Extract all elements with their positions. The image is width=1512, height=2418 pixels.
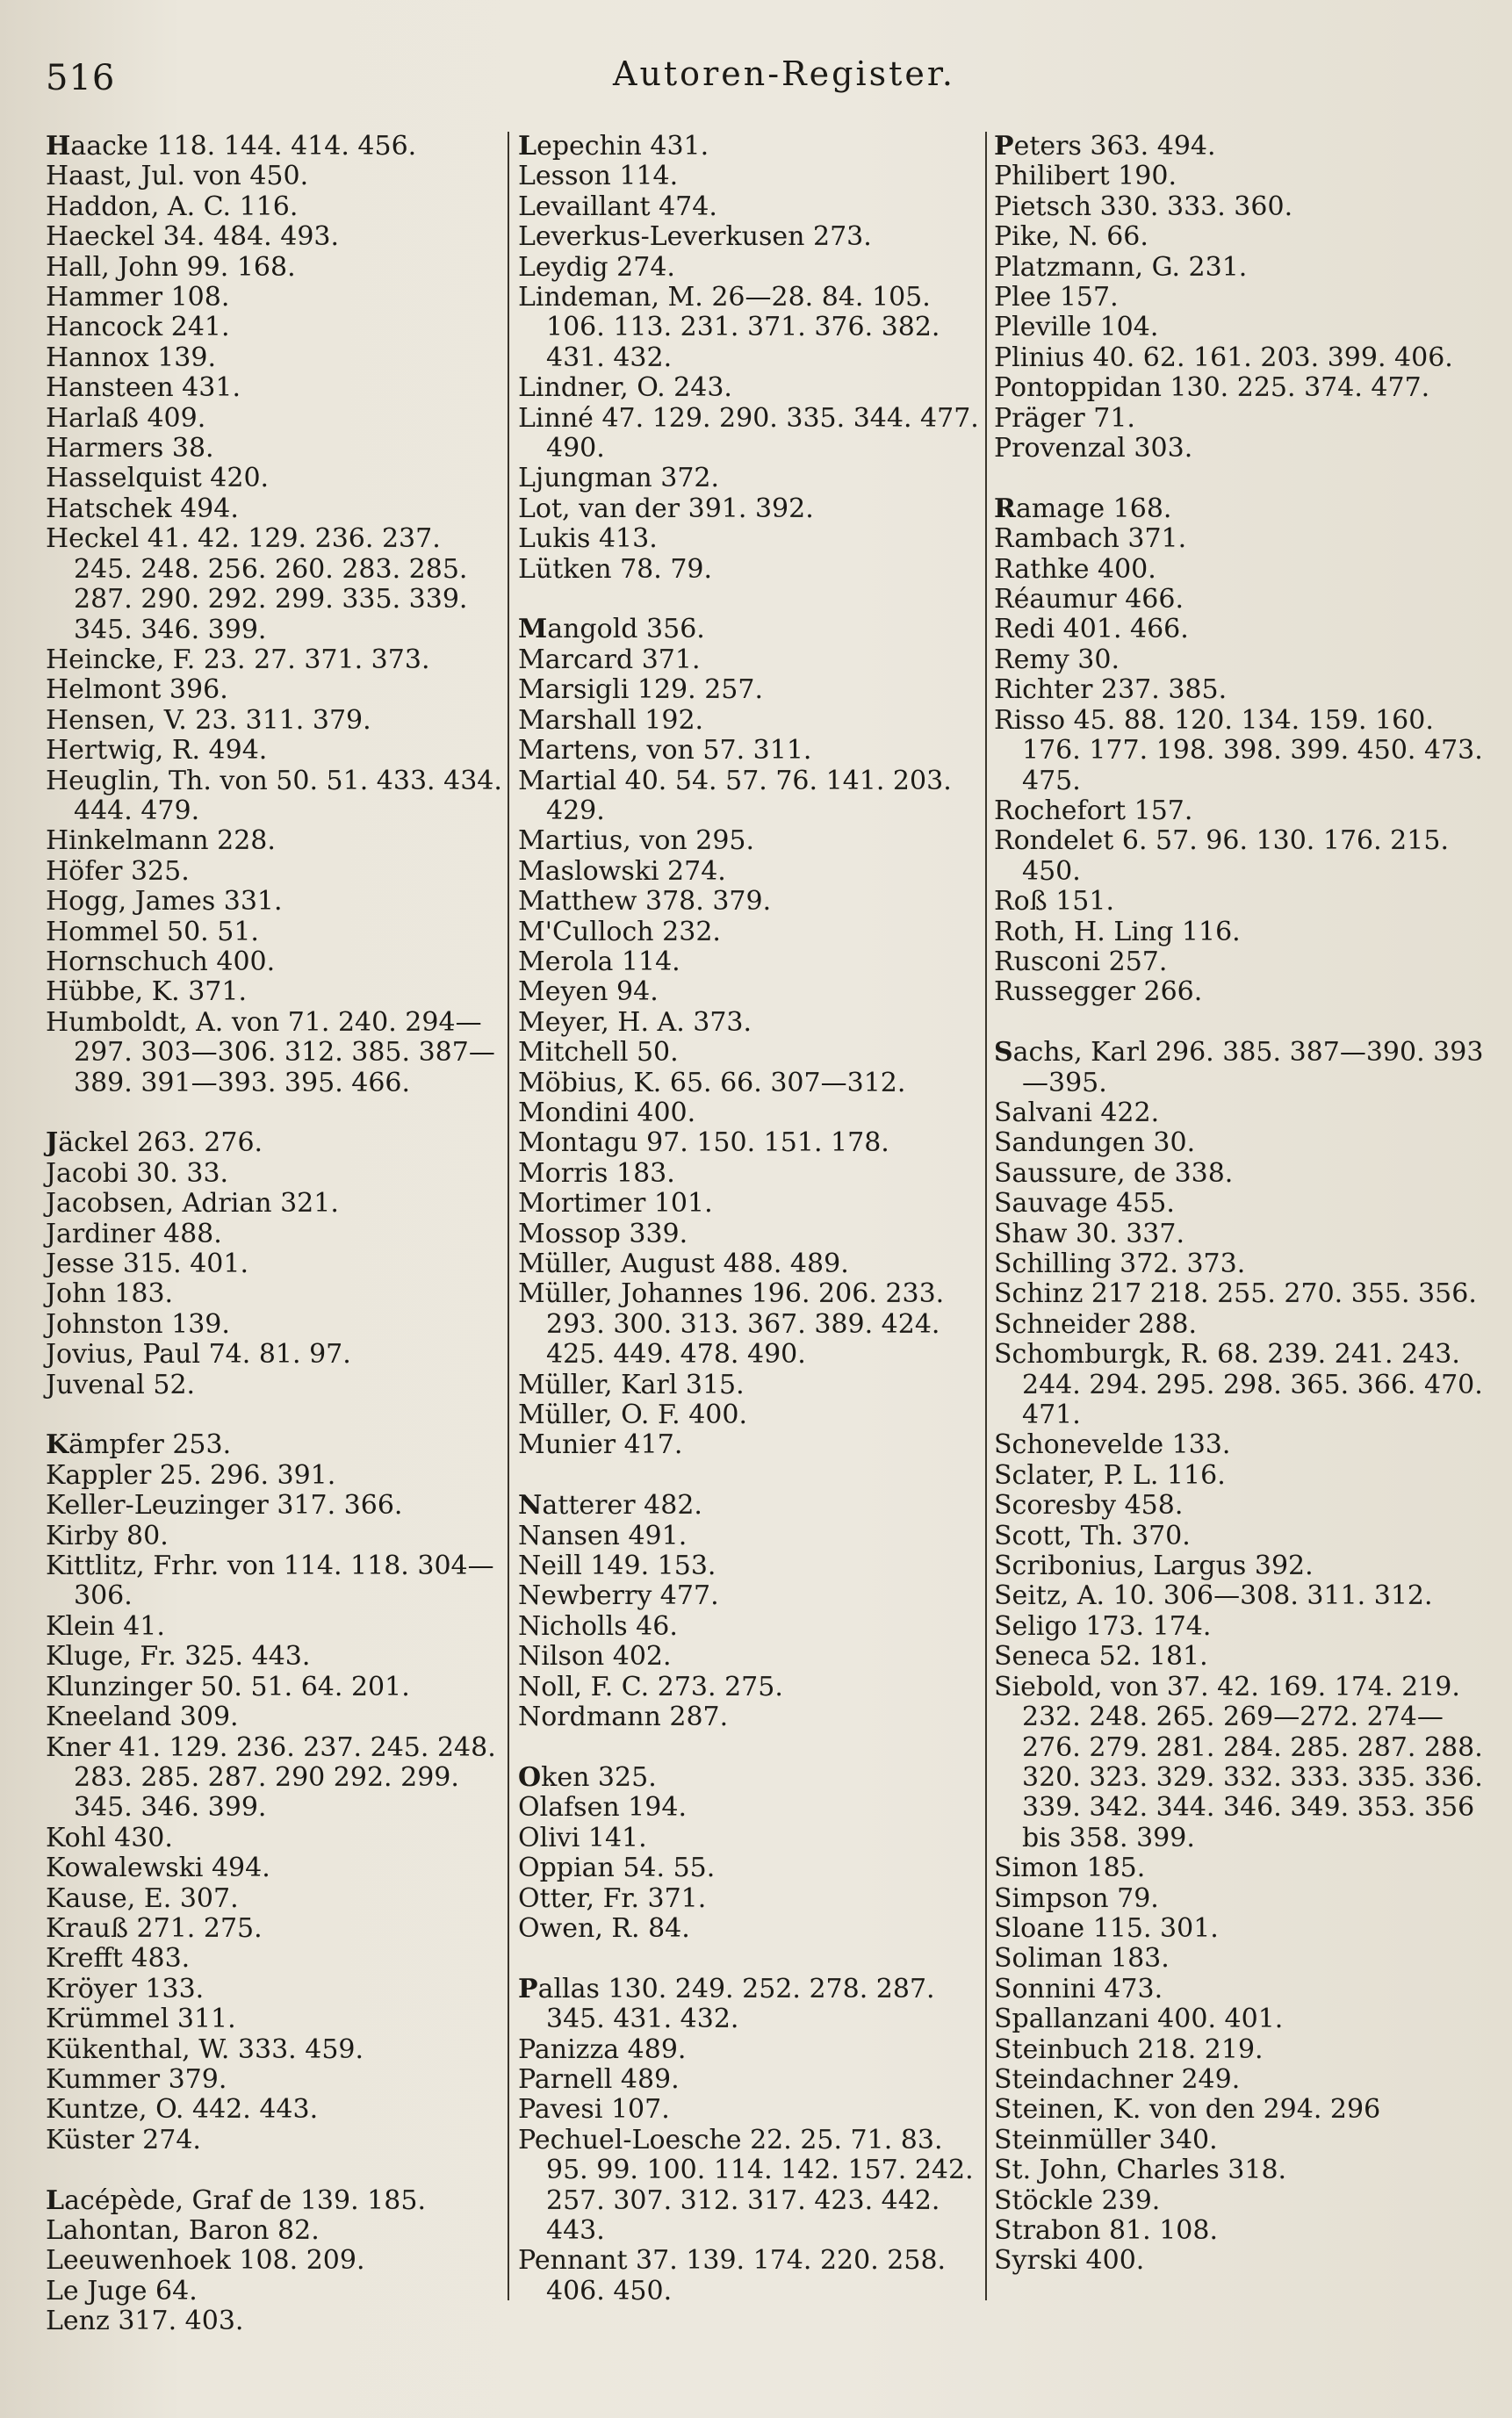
index-entry: Natterer 482. bbox=[518, 1490, 702, 1522]
index-entry: Leverkus-Leverkusen 273. bbox=[518, 221, 872, 253]
index-entry: Heuglin, Th. von 50. 51. 433. 434. 444. 479. bbox=[46, 765, 502, 826]
index-entry: Juvenal 52. bbox=[46, 1369, 196, 1400]
index-entry: Morris 183. bbox=[518, 1157, 675, 1189]
section-gap bbox=[518, 1461, 983, 1491]
index-entry: Maslowski 274. bbox=[518, 855, 726, 887]
index-entry: Hinkelmann 228. bbox=[46, 825, 276, 857]
index-entry: Rochefort 157. bbox=[994, 795, 1193, 826]
index-entry: Lütken 78. 79. bbox=[518, 553, 713, 585]
index-entry: Nansen 491. bbox=[518, 1520, 688, 1551]
index-entry: Mossop 339. bbox=[518, 1218, 688, 1249]
index-entry: Sachs, Karl 296. 385. 387—390. 393—395. bbox=[994, 1037, 1484, 1098]
index-entry: Plee 157. bbox=[994, 282, 1119, 313]
index-entry: Haacke 118. 144. 414. 456. bbox=[46, 131, 417, 162]
index-entry: Harmers 38. bbox=[46, 433, 214, 464]
index-entry: Scribonius, Largus 392. bbox=[994, 1551, 1314, 1582]
index-entry: Mortimer 101. bbox=[518, 1188, 713, 1220]
index-entry: Saussure, de 338. bbox=[994, 1157, 1234, 1189]
index-entry: Möbius, K. 65. 66. 307—312. bbox=[518, 1067, 906, 1098]
index-entry: Mitchell 50. bbox=[518, 1037, 679, 1069]
section-gap bbox=[46, 1098, 502, 1128]
index-entry: Newberry 477. bbox=[518, 1580, 719, 1612]
index-entry: Kuntze, O. 442. 443. bbox=[46, 2094, 319, 2126]
index-entry: Kluge, Fr. 325. 443. bbox=[46, 1641, 311, 1673]
index-column-1 bbox=[46, 132, 502, 2337]
index-entry: Philibert 190. bbox=[994, 161, 1177, 192]
index-entry: Rusconi 257. bbox=[994, 946, 1168, 977]
index-entry: Pallas 130. 249. 252. 278. 287. 345. 431. 432. bbox=[518, 1973, 935, 2035]
index-entry: Pavesi 107. bbox=[518, 2094, 670, 2126]
index-entry: Rambach 371. bbox=[994, 523, 1187, 555]
index-entry: Martius, von 295. bbox=[518, 825, 755, 857]
index-entry: Nordmann 287. bbox=[518, 1702, 729, 1733]
index-entry: Lepechin 431. bbox=[518, 131, 709, 162]
index-entry: Haeckel 34. 484. 493. bbox=[46, 221, 340, 253]
index-entry: Pleville 104. bbox=[994, 312, 1159, 343]
index-entry: Jardiner 488. bbox=[46, 1218, 222, 1249]
index-entry: Munier 417. bbox=[518, 1429, 683, 1461]
index-entry: Levaillant 474. bbox=[518, 191, 717, 222]
index-entry: Schomburgk, R. 68. 239. 241. 243. 244. 294. 295. 298. 365. 366. 470. 471. bbox=[994, 1339, 1483, 1431]
column-divider bbox=[508, 132, 509, 2300]
index-entry: Roß 151. bbox=[994, 886, 1115, 918]
index-entry: Lacépède, Graf de 139. 185. bbox=[46, 2184, 426, 2216]
index-entry: Remy 30. bbox=[994, 644, 1120, 675]
section-gap bbox=[994, 1008, 1486, 1038]
index-entry: Oken 325. bbox=[518, 1761, 657, 1793]
index-entry: Krümmel 311. bbox=[46, 2004, 236, 2035]
index-entry: Otter, Fr. 371. bbox=[518, 1882, 707, 1914]
index-entry: Steinmüller 340. bbox=[994, 2124, 1218, 2155]
index-entry: Pennant 37. 139. 174. 220. 258. 406. 450. bbox=[518, 2245, 947, 2306]
index-entry: Scoresby 458. bbox=[994, 1490, 1184, 1522]
index-entry: Matthew 378. 379. bbox=[518, 886, 772, 918]
index-entry: Siebold, von 37. 42. 169. 174. 219. 232. 248. 265. 269—272. 274—276. 279. 281. 284. 285. 287. 288. 320. 323. 329. 332. 333. 335. 336. 339. 342. 344. 346. 349. 353. 356 bis 358. 399. bbox=[994, 1671, 1483, 1853]
index-entry: Kneeland 309. bbox=[46, 1702, 239, 1733]
index-entry: Krauß 271. 275. bbox=[46, 1912, 263, 1944]
index-entry: Provenzal 303. bbox=[994, 433, 1193, 464]
index-entry: Hommel 50. 51. bbox=[46, 916, 259, 947]
index-entry: Sclater, P. L. 116. bbox=[994, 1459, 1226, 1491]
index-entry: Johnston 139. bbox=[46, 1308, 230, 1340]
index-entry: Russegger 266. bbox=[994, 976, 1203, 1008]
index-entry: Hensen, V. 23. 311. 379. bbox=[46, 704, 371, 736]
index-entry: Martens, von 57. 311. bbox=[518, 735, 812, 766]
index-entry: Seligo 173. 174. bbox=[994, 1610, 1212, 1642]
index-entry: Redi 401. 466. bbox=[994, 614, 1189, 645]
index-entry: Nilson 402. bbox=[518, 1641, 672, 1673]
index-entry: Rathke 400. bbox=[994, 553, 1156, 585]
index-entry: Lukis 413. bbox=[518, 523, 658, 555]
index-entry: Leydig 274. bbox=[518, 251, 675, 283]
index-entry: Olafsen 194. bbox=[518, 1792, 687, 1824]
index-entry: Jacobi 30. 33. bbox=[46, 1157, 229, 1189]
index-entry: Strabon 81. 108. bbox=[994, 2215, 1218, 2246]
index-column-3 bbox=[994, 132, 1486, 2277]
index-entry: Heckel 41. 42. 129. 236. 237. 245. 248. 256. 260. 283. 285. 287. 290. 292. 299. 335. 339. 345. 346. 399. bbox=[46, 523, 468, 645]
index-entry: Steindachner 249. bbox=[994, 2063, 1241, 2095]
index-entry: Ljungman 372. bbox=[518, 463, 720, 494]
index-entry: Pontoppidan 130. 225. 374. 477. bbox=[994, 372, 1430, 404]
index-entry: Le Juge 64. bbox=[46, 2275, 198, 2306]
section-gap bbox=[46, 2155, 502, 2185]
index-entry: Owen, R. 84. bbox=[518, 1912, 690, 1944]
index-entry: Schonevelde 133. bbox=[994, 1429, 1231, 1461]
running-head: Autoren-Register. bbox=[613, 54, 955, 93]
index-entry: Schilling 372. 373. bbox=[994, 1249, 1246, 1279]
index-entry: Hannox 139. bbox=[46, 342, 217, 373]
index-entry: John 183. bbox=[46, 1278, 174, 1310]
index-entry: Seitz, A. 10. 306—308. 311. 312. bbox=[994, 1580, 1433, 1612]
index-entry: Kause, E. 307. bbox=[46, 1882, 239, 1914]
index-entry: Montagu 97. 150. 151. 178. bbox=[518, 1127, 889, 1159]
index-entry: Schneider 288. bbox=[994, 1308, 1197, 1340]
index-entry: Hogg, James 331. bbox=[46, 886, 283, 918]
index-entry: Höfer 325. bbox=[46, 855, 190, 887]
index-entry: Klein 41. bbox=[46, 1610, 165, 1642]
index-entry: Müller, O. F. 400. bbox=[518, 1400, 748, 1431]
index-entry: Hancock 241. bbox=[46, 312, 230, 343]
index-entry: Soliman 183. bbox=[994, 1943, 1170, 1975]
index-entry: Kämpfer 253. bbox=[46, 1429, 232, 1461]
index-entry: Schinz 217 218. 255. 270. 355. 356. bbox=[994, 1278, 1477, 1310]
index-entry: Pechuel-Loesche 22. 25. 71. 83. 95. 99. 100. 114. 142. 157. 242. 257. 307. 312. 317. 423. 442. 443. bbox=[518, 2124, 974, 2246]
index-entry: Richter 237. 385. bbox=[994, 674, 1228, 706]
index-entry: Steinbuch 218. 219. bbox=[994, 2033, 1264, 2065]
index-entry: M'Culloch 232. bbox=[518, 916, 721, 947]
index-entry: Seneca 52. 181. bbox=[994, 1641, 1208, 1673]
index-entry: Müller, Karl 315. bbox=[518, 1369, 745, 1400]
index-entry: Scott, Th. 370. bbox=[994, 1520, 1191, 1551]
index-entry: Jovius, Paul 74. 81. 97. bbox=[46, 1339, 351, 1371]
index-entry: Krefft 483. bbox=[46, 1943, 191, 1975]
index-entry: Heincke, F. 23. 27. 371. 373. bbox=[46, 644, 430, 675]
index-entry: Steinen, K. von den 294. 296 bbox=[994, 2094, 1381, 2126]
index-entry: Klunzinger 50. 51. 64. 201. bbox=[46, 1671, 410, 1702]
index-entry: Merola 114. bbox=[518, 946, 680, 977]
index-entry: Hübbe, K. 371. bbox=[46, 976, 247, 1008]
index-entry: Hall, John 99. 168. bbox=[46, 251, 296, 283]
index-entry: Platzmann, G. 231. bbox=[994, 251, 1248, 283]
section-gap bbox=[46, 1400, 502, 1430]
index-entry: Sonnini 473. bbox=[994, 1973, 1163, 2004]
index-entry: Kröyer 133. bbox=[46, 1973, 205, 2004]
index-entry: Hornschuch 400. bbox=[46, 946, 276, 977]
index-entry: Haast, Jul. von 450. bbox=[46, 161, 309, 192]
index-entry: Leeuwenhoek 108. 209. bbox=[46, 2245, 365, 2277]
index-entry: St. John, Charles 318. bbox=[994, 2155, 1287, 2186]
index-entry: Harlaß 409. bbox=[46, 402, 206, 434]
index-entry: Nicholls 46. bbox=[518, 1610, 678, 1642]
index-entry: Mondini 400. bbox=[518, 1097, 696, 1128]
index-entry: Simon 185. bbox=[994, 1853, 1146, 1884]
index-entry: Hasselquist 420. bbox=[46, 463, 270, 494]
index-entry: Lindner, O. 243. bbox=[518, 372, 732, 404]
index-entry: Hatschek 494. bbox=[46, 493, 239, 524]
index-entry: Sauvage 455. bbox=[994, 1188, 1175, 1220]
index-entry: Keller-Leuzinger 317. 366. bbox=[46, 1490, 403, 1522]
index-entry: Roth, H. Ling 116. bbox=[994, 916, 1241, 947]
index-entry: Kner 41. 129. 236. 237. 245. 248. 283. 285. 287. 290 292. 299. 345. 346. 399. bbox=[46, 1731, 496, 1824]
index-entry: Kittlitz, Frhr. von 114. 118. 304—306. bbox=[46, 1551, 494, 1612]
index-entry: Präger 71. bbox=[994, 402, 1135, 434]
index-entry: Kohl 430. bbox=[46, 1822, 173, 1853]
index-entry: Stöckle 239. bbox=[994, 2184, 1161, 2216]
column-divider bbox=[985, 132, 987, 2300]
index-entry: Plinius 40. 62. 161. 203. 399. 406. bbox=[994, 342, 1453, 373]
index-entry: Humboldt, A. von 71. 240. 294—297. 303—306. 312. 385. 387—389. 391—393. 395. 466. bbox=[46, 1006, 495, 1098]
index-entry: Marsigli 129. 257. bbox=[518, 674, 763, 706]
index-entry: Marcard 371. bbox=[518, 644, 701, 675]
section-gap bbox=[518, 1944, 983, 1974]
index-entry: Panizza 489. bbox=[518, 2033, 687, 2065]
section-gap bbox=[518, 1733, 983, 1763]
index-entry: Jacobsen, Adrian 321. bbox=[46, 1188, 339, 1220]
index-entry: Sloane 115. 301. bbox=[994, 1912, 1219, 1944]
section-gap bbox=[518, 585, 983, 615]
index-entry: Müller, Johannes 196. 206. 233. 293. 300. 313. 367. 389. 424. 425. 449. 478. 490. bbox=[518, 1278, 945, 1371]
index-entry: Pietsch 330. 333. 360. bbox=[994, 191, 1293, 222]
index-entry: Linné 47. 129. 290. 335. 344. 477. 490. bbox=[518, 402, 979, 464]
index-entry: Olivi 141. bbox=[518, 1822, 647, 1853]
index-entry: Lenz 317. 403. bbox=[46, 2306, 244, 2337]
index-entry: Rondelet 6. 57. 96. 130. 176. 215. 450. bbox=[994, 825, 1449, 887]
index-entry: Müller, August 488. 489. bbox=[518, 1249, 849, 1280]
index-entry: Syrski 400. bbox=[994, 2245, 1145, 2277]
index-entry: Spallanzani 400. 401. bbox=[994, 2004, 1284, 2035]
index-entry: Noll, F. C. 273. 275. bbox=[518, 1671, 783, 1702]
index-entry: Lesson 114. bbox=[518, 161, 679, 192]
index-column-2 bbox=[518, 132, 983, 2306]
index-entry: Neill 149. 153. bbox=[518, 1551, 716, 1582]
index-entry: Jesse 315. 401. bbox=[46, 1249, 248, 1280]
index-entry: Haddon, A. C. 116. bbox=[46, 191, 299, 222]
index-entry: Helmont 396. bbox=[46, 674, 228, 706]
index-entry: Shaw 30. 337. bbox=[994, 1218, 1185, 1249]
index-entry: Lot, van der 391. 392. bbox=[518, 493, 814, 524]
index-entry: Pike, N. 66. bbox=[994, 221, 1148, 253]
index-entry: Salvani 422. bbox=[994, 1097, 1160, 1128]
index-entry: Mangold 356. bbox=[518, 614, 705, 645]
index-entry: Réaumur 466. bbox=[994, 584, 1184, 615]
index-entry: Peters 363. 494. bbox=[994, 131, 1216, 162]
index-entry: Hansteen 431. bbox=[46, 372, 241, 404]
index-entry: Parnell 489. bbox=[518, 2063, 680, 2095]
index-entry: Hammer 108. bbox=[46, 282, 230, 313]
index-entry: Jäckel 263. 276. bbox=[46, 1127, 263, 1159]
index-entry: Martial 40. 54. 57. 76. 141. 203. 429. bbox=[518, 765, 952, 826]
index-entry: Lindeman, M. 26—28. 84. 105. 106. 113. 231. 371. 376. 382. 431. 432. bbox=[518, 282, 940, 373]
index-entry: Kükenthal, W. 333. 459. bbox=[46, 2033, 364, 2065]
index-entry: Meyer, H. A. 373. bbox=[518, 1006, 752, 1038]
index-entry: Ramage 168. bbox=[994, 493, 1172, 524]
index-entry: Sandungen 30. bbox=[994, 1127, 1196, 1159]
index-entry: Kowalewski 494. bbox=[46, 1853, 270, 1884]
index-entry: Simpson 79. bbox=[994, 1882, 1159, 1914]
index-entry: Risso 45. 88. 120. 134. 159. 160. 176. 177. 198. 398. 399. 450. 473. 475. bbox=[994, 704, 1483, 796]
index-entry: Kummer 379. bbox=[46, 2063, 227, 2095]
index-entry: Meyen 94. bbox=[518, 976, 659, 1008]
index-entry: Hertwig, R. 494. bbox=[46, 735, 268, 766]
section-gap bbox=[994, 464, 1486, 493]
index-entry: Lahontan, Baron 82. bbox=[46, 2214, 320, 2246]
index-entry: Kirby 80. bbox=[46, 1520, 169, 1551]
index-entry: Oppian 54. 55. bbox=[518, 1853, 716, 1884]
index-entry: Marshall 192. bbox=[518, 704, 704, 736]
page-number: 516 bbox=[46, 58, 116, 98]
index-entry: Kappler 25. 296. 391. bbox=[46, 1459, 336, 1491]
index-entry: Küster 274. bbox=[46, 2124, 201, 2155]
